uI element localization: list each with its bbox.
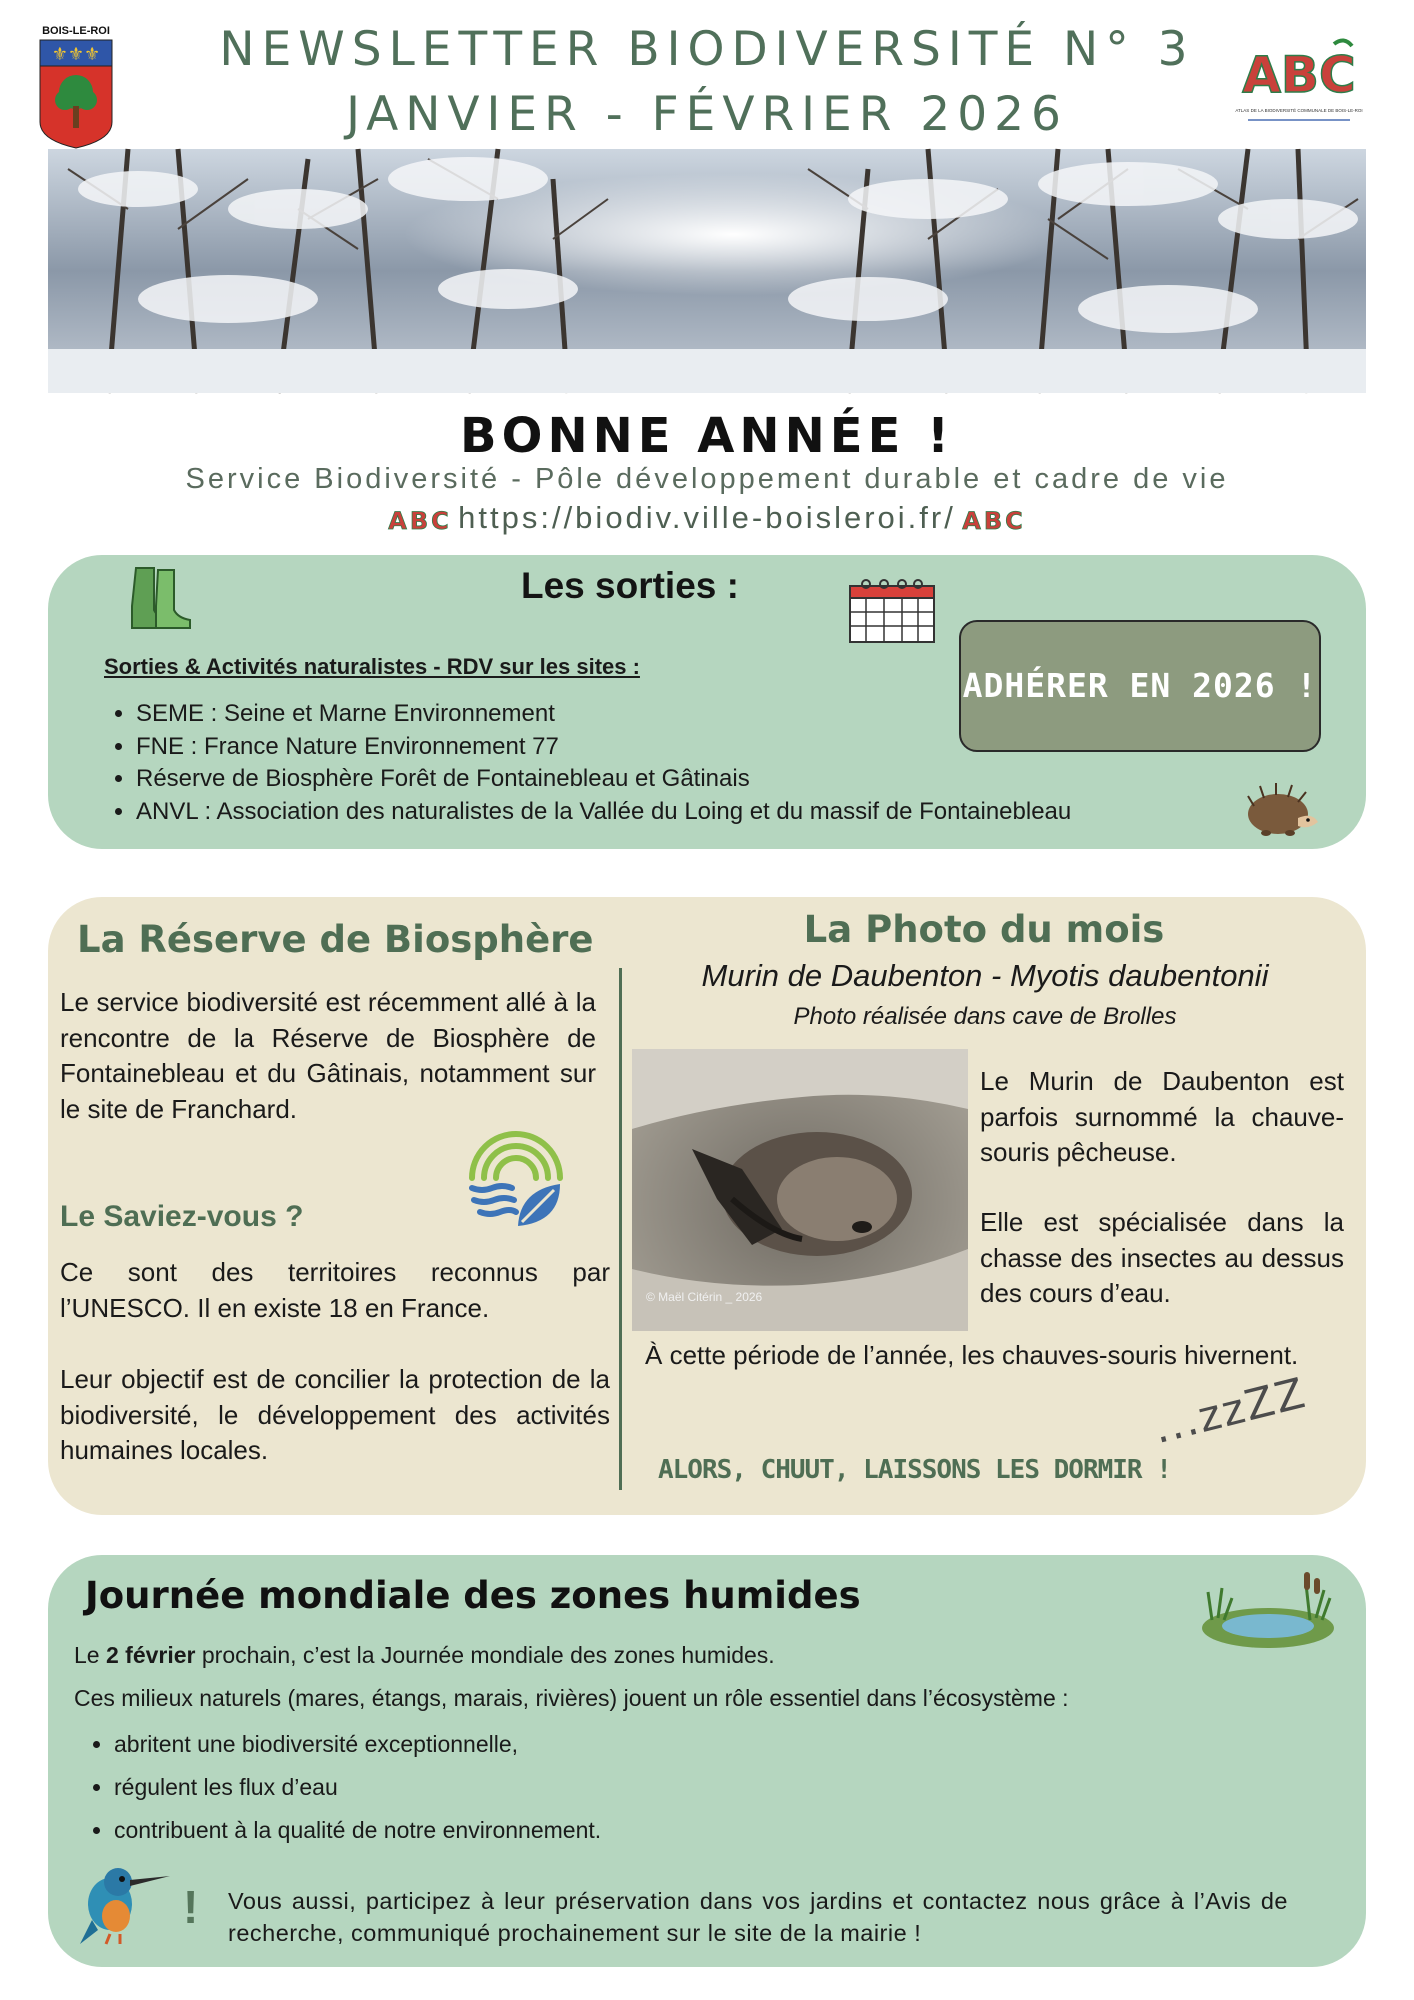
calendar-icon xyxy=(846,576,938,646)
newsletter-period: JANVIER - FÉVRIER 2026 xyxy=(346,87,1068,142)
abc-logo-caption: ATLAS DE LA BIODIVERSITÉ COMMUNALE DE BOIS-LE-ROI xyxy=(1235,108,1363,113)
abc-mini-logo-right xyxy=(962,501,1026,539)
closing-message: ALORS, CHUUT, LAISSONS LES DORMIR ! xyxy=(658,1455,1171,1485)
abc-atlas-logo xyxy=(1234,34,1364,126)
crest-name: BOIS-LE-ROI xyxy=(42,25,110,37)
photo-credit: © Maël Citérin _ 2026 xyxy=(646,1290,763,1304)
reserve-intro: Le service biodiversité est récemment allé à la rencontre de la Réserve de Biosphère de Fontainebleau et du Gâtinais, notamment sur le site de Franchard. xyxy=(60,987,596,1124)
zones-humides-call-to-action: Vous aussi, participez à leur préservation dans vos jardins et contactez nous grâce à l’Avis de recherche, communiqué prochainement sur le site de la mairie ! xyxy=(228,1888,1288,1946)
biosphere-logo-icon xyxy=(464,1128,568,1232)
snowy-forest-banner xyxy=(48,149,1366,393)
reserve-fact-objective: Leur objectif est de concilier la protection de la biodiversité, le développement des activités humaines locales. xyxy=(60,1364,610,1465)
saviez-vous-heading: Le Saviez-vous ? xyxy=(60,1200,304,1233)
website-row xyxy=(0,500,1414,539)
list-item: • contribuent à la qualité de notre environnement. xyxy=(114,1809,601,1852)
photo-text-nickname: Le Murin de Daubenton est parfois surnommé la chauve-souris pêcheuse. xyxy=(980,1066,1344,1167)
list-item: • ANVL : Association des naturalistes de la Vallée du Loing et du massif de Fontainebleau xyxy=(136,796,1071,829)
event-date: 2 février xyxy=(105,1642,196,1668)
reserve-fact-unesco: Ce sont des territoires reconnus par l’UNESCO. Il en existe 18 en France. xyxy=(60,1257,610,1323)
abc-mini-logo-left xyxy=(388,501,452,539)
newsletter-title: NEWSLETTER BIODIVERSITÉ N° 3 xyxy=(219,22,1195,77)
sleeping-zzz: ...zzZZ xyxy=(1148,1367,1312,1454)
sorties-list xyxy=(104,698,1071,828)
reserve-title: La Réserve de Biosphère xyxy=(77,918,594,961)
zones-humides-date-line: Le 2 février prochain, c’est la Journée mondiale des zones humides. xyxy=(74,1642,775,1668)
list-item: • SEME : Seine et Marne Environnement xyxy=(136,698,1071,731)
svg-text:ABC: ABC xyxy=(388,506,452,535)
zones-humides-list xyxy=(86,1723,601,1852)
zones-humides-title: Journée mondiale des zones humides xyxy=(85,1574,861,1617)
photo-text-hibernation: À cette période de l’année, les chauves-souris hivernent. xyxy=(645,1340,1299,1370)
greeting-heading: BONNE ANNÉE ! xyxy=(460,408,954,464)
list-item: • Réserve de Biosphère Forêt de Fontainebleau et Gâtinais xyxy=(136,763,1071,796)
photo-text-hunting: Elle est spécialisée dans la chasse des insectes au dessus des cours d’eau. xyxy=(980,1207,1344,1308)
svg-text:⚜⚜⚜: ⚜⚜⚜ xyxy=(51,44,101,65)
service-subtitle: Service Biodiversité - Pôle développement durable et cadre de vie xyxy=(185,463,1229,495)
hedgehog-icon xyxy=(1242,782,1320,838)
exclamation-mark: ! xyxy=(183,1881,199,1933)
website-link[interactable]: https://biodiv.ville-boisleroi.fr/ xyxy=(458,500,956,535)
photo-location: Photo réalisée dans cave de Brolles xyxy=(793,1003,1177,1030)
list-item: • régulent les flux d’eau xyxy=(114,1766,601,1809)
bat-photo xyxy=(632,1049,968,1331)
column-divider xyxy=(619,968,622,1490)
pond-icon xyxy=(1198,1568,1338,1650)
adherer-button[interactable]: ADHÉRER EN 2026 ! xyxy=(959,620,1321,752)
svg-text:ABC: ABC xyxy=(962,506,1026,535)
list-item: • abritent une biodiversité exceptionnelle, xyxy=(114,1723,601,1766)
sorties-subtitle: Sorties & Activités naturalistes - RDV sur les sites : xyxy=(104,654,640,679)
photo-species: Murin de Daubenton - Myotis daubentonii xyxy=(701,958,1269,993)
kingfisher-icon xyxy=(76,1860,172,1946)
sorties-title: Les sorties : xyxy=(521,565,739,606)
zones-humides-intro: Ces milieux naturels (mares, étangs, marais, rivières) jouent un rôle essentiel dans l’écosystème : xyxy=(74,1685,1069,1711)
abc-logo-letters: ABC xyxy=(1242,46,1356,104)
photo-title: La Photo du mois xyxy=(803,908,1165,951)
list-item: • FNE : France Nature Environnement 77 xyxy=(136,731,1071,764)
